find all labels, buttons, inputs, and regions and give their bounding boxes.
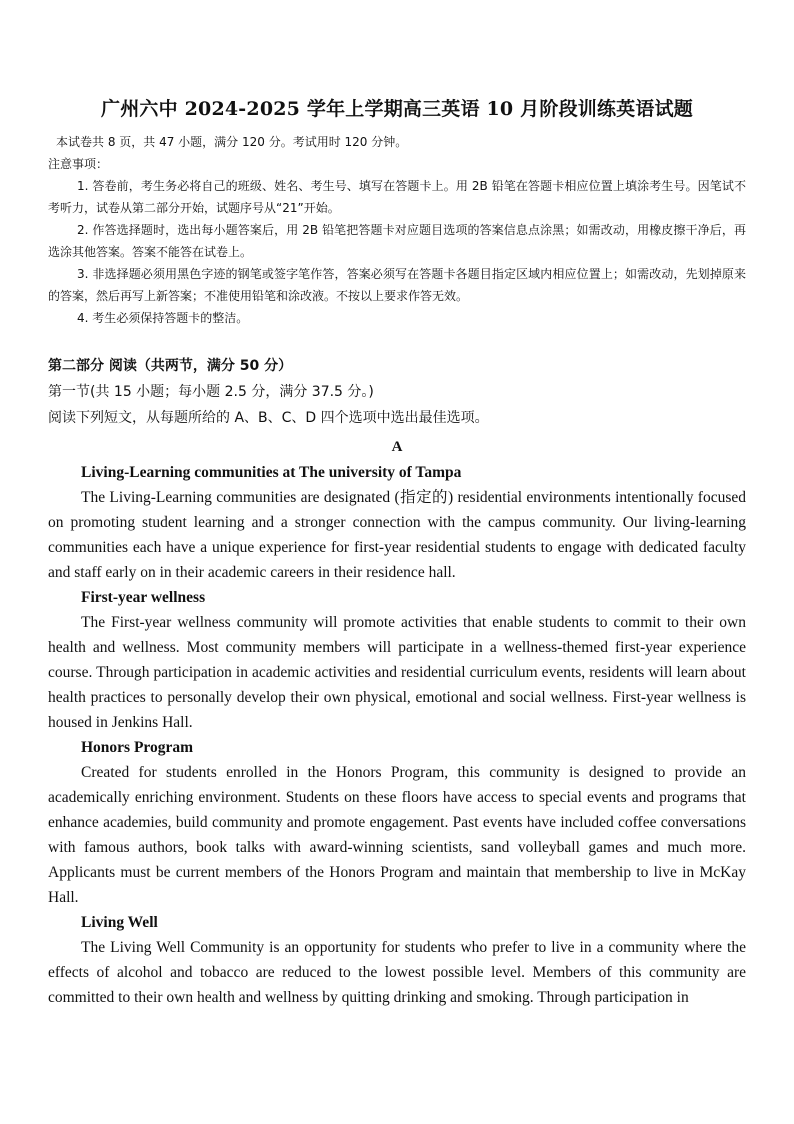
notice-item: 2. 作答选择题时，选出每小题答案后，用 2B 铅笔把答题卡对应题目选项的答案信息点涂黑；如需改动，用橡皮擦干净后，再选涂其他答案。答案不能答在试卷上。 — [48, 223, 746, 259]
notice-list — [48, 175, 746, 329]
subsection-heading: 第一节(共 15 小题；每小题 2.5 分，满分 37.5 分。) — [48, 384, 374, 400]
section-body-first-year-wellness: The First-year wellness community will promote activities that enable students to commit to their own health and wellness. Most community members will participate in a wellness-themed first-year experience course. Through participation in academic activities and residential curriculum events, residents will learn about health practices to personally develop their own physical, emotional and social wellness. First-year wellness is housed in Jenkins Hall. — [48, 614, 746, 731]
section-body-living-well: The Living Well Community is an opportunity for students who prefer to live in a community where the effects of alcohol and tobacco are reduced to the lowest possible level. Members of this community are committed to their own health and wellness by quitting drinking and smoking. Through participation in — [48, 939, 746, 1006]
exam-intro: 本试卷共 8 页，共 47 小题，满分 120 分。考试用时 120 分钟。 — [56, 135, 408, 149]
section-heading-living-well: Living Well — [81, 914, 158, 931]
passage-title: Living-Learning communities at The university of Tampa — [81, 464, 462, 481]
passage-intro-paragraph: The Living-Learning communities are designated (指定的) residential environments intentionally focused on promoting student learning and a stronger connection with the campus community. Our living-learning communities each have a unique experience for first-year residential students to engage with dedicated faculty and staff early on in their academic careers in their residence hall. — [48, 489, 746, 581]
passage-letter: A — [391, 439, 403, 455]
section-heading-honors-program: Honors Program — [81, 739, 194, 756]
notice-item: 3. 非选择题必须用黑色字迹的钢笔或签字笔作答，答案必须写在答题卡各题目指定区域内相应位置上；如需改动，先划掉原来的答案，然后再写上新答案；不准使用铅笔和涂改液。不按以上要求作答无效。 — [48, 267, 746, 303]
notice-heading: 注意事项： — [48, 157, 109, 171]
reading-directions: 阅读下列短文，从每题所给的 A、B、C、D 四个选项中选出最佳选项。 — [48, 410, 489, 426]
notice-item: 4. 考生必须保持答题卡的整洁。 — [77, 311, 249, 325]
section-heading-first-year-wellness: First-year wellness — [81, 589, 206, 606]
notice-item: 1. 答卷前，考生务必将自己的班级、姓名、考生号、填写在答题卡上。用 2B 铅笔在答题卡相应位置上填涂考生号。因笔试不考听力，试卷从第二部分开始，试题序号从“21”开始。 — [48, 179, 746, 215]
exam-title: 广州六中 2024-2025 学年上学期高三英语 10 月阶段训练英语试题 — [101, 98, 693, 120]
passage-a — [48, 460, 746, 1010]
section-body-honors-program: Created for students enrolled in the Honors Program, this community is designed to provide an academically enriching environment. Students on these floors have access to special events and programs that enhance academies, build community and promote engagement. Past events have included coffee conversations with famous authors, book talks with award-winning scientists, sand volleyball games and much more. Applicants must be current members of the Honors Program and maintain that membership to live in McKay Hall. — [48, 764, 746, 906]
section-heading: 第二部分 阅读（共两节，满分 50 分） — [48, 358, 293, 374]
